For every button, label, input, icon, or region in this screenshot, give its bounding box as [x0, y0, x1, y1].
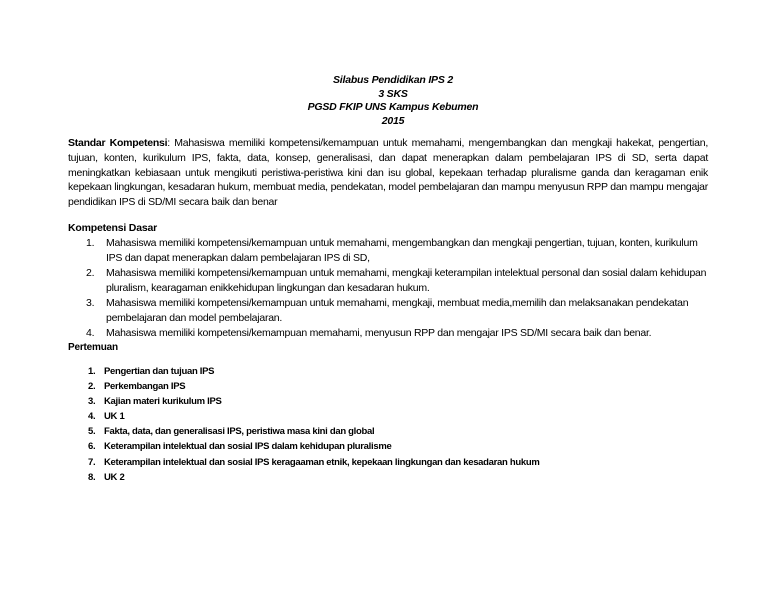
- list-item-number: 3.: [86, 297, 95, 309]
- list-item-text: Keterampilan intelektual dan sosial IPS keragaaman etnik, kepekaan lingkungan dan kesadaran hukum: [104, 456, 540, 468]
- list-item: [68, 424, 688, 439]
- standar-kompetensi-text: : Mahasiswa memiliki kompetensi/kemampuan untuk memahami, mengembangkan dan mengkaji hakekat, pengertian, tujuan, konten, kurikulum IPS, fakta, data, konsep, generalisasi, dan dapat menerapkan dalam pembelajaran IPS di SD, serta dapat meningkatkan kebiasaan untuk mengikuti peristiwa-peristiwa kini dan isu global, kepekaan terhadap pluralisme ganda dan keragaman enik kepekaan lingkungan, kesadaran hukum, membuat media, pendekatan, model pembelajaran dan mampu menyusun RPP dan mampu mengajar pendidikan IPS di SD/MI secara baik dan benar: [68, 137, 708, 209]
- list-item-number: 7.: [88, 456, 96, 468]
- title-line: Silabus Pendidikan IPS 2: [332, 74, 454, 86]
- list-item: [68, 236, 708, 266]
- list-item-number: 2.: [86, 267, 95, 279]
- list-item: [68, 409, 688, 424]
- list-item-text: Kajian materi kurikulum IPS: [104, 396, 222, 408]
- list-item: [68, 296, 708, 326]
- kompetensi-dasar-heading: Kompetensi Dasar: [68, 222, 157, 234]
- standar-kompetensi-label: Standar Kompetensi: [68, 137, 168, 149]
- list-item-number: 8.: [88, 471, 96, 483]
- list-item: [68, 394, 688, 409]
- list-item-text: Pengertian dan tujuan IPS: [104, 366, 215, 377]
- list-item: [68, 266, 708, 296]
- list-item-text: UK 2: [104, 471, 125, 483]
- list-item-number: 3.: [88, 396, 96, 408]
- pertemuan-list: [68, 364, 688, 485]
- list-item: [68, 455, 688, 470]
- credit-line: 3 SKS: [378, 87, 408, 100]
- list-item: [68, 364, 688, 379]
- list-item-text: Mahasiswa memiliki kompetensi/kemampuan untuk memahami, mengembangkan dan mengkaji pengertian, tujuan, konten, kurikulum IPS dan dapat menerapkan dalam pembelajaran IPS di SD,: [106, 237, 698, 264]
- list-item: [68, 439, 688, 454]
- list-item-number: 5.: [88, 426, 96, 438]
- institution-line: PGSD FKIP UNS Kampus Kebumen: [307, 101, 479, 113]
- list-item-number: 4.: [86, 327, 95, 339]
- list-item-text: Mahasiswa memiliki kompetensi/kemampuan untuk memahami, mengkaji keterampilan intelektual personal dan sosial dalam kehidupan pluralism, kearagaman enikkehidupan lingkungan dan kesadaran hukum.: [106, 267, 707, 294]
- document-title-block: [0, 74, 768, 128]
- list-item-text: Fakta, data, dan generalisasi IPS, peristiwa masa kini dan global: [104, 426, 375, 438]
- list-item-number: 6.: [88, 441, 96, 453]
- list-item-number: 4.: [88, 411, 96, 423]
- list-item-number: 1.: [88, 366, 96, 377]
- list-item-text: Keterampilan intelektual dan sosial IPS dalam kehidupan pluralisme: [104, 441, 392, 453]
- list-item-text: UK 1: [104, 411, 125, 423]
- pertemuan-heading: Pertemuan: [68, 342, 118, 353]
- list-item-number: 1.: [86, 237, 95, 249]
- list-item-text: Mahasiswa memiliki kompetensi/kemampuan memahami, menyusun RPP dan mengajar IPS SD/MI secara baik dan benar.: [106, 327, 652, 339]
- year-line: 2015: [381, 114, 405, 127]
- list-item-text: Mahasiswa memiliki kompetensi/kemampuan untuk memahami, mengkaji, membuat media,memilih dan melaksanakan pendekatan pembelajaran dan model pembelajaran.: [106, 297, 689, 324]
- kompetensi-dasar-list: [68, 236, 708, 341]
- list-item-text: Perkembangan IPS: [104, 381, 186, 393]
- list-item: [68, 379, 688, 394]
- list-item-number: 2.: [88, 381, 96, 393]
- list-item: [68, 470, 688, 485]
- standar-kompetensi-paragraph: [68, 136, 708, 210]
- list-item: [68, 326, 708, 341]
